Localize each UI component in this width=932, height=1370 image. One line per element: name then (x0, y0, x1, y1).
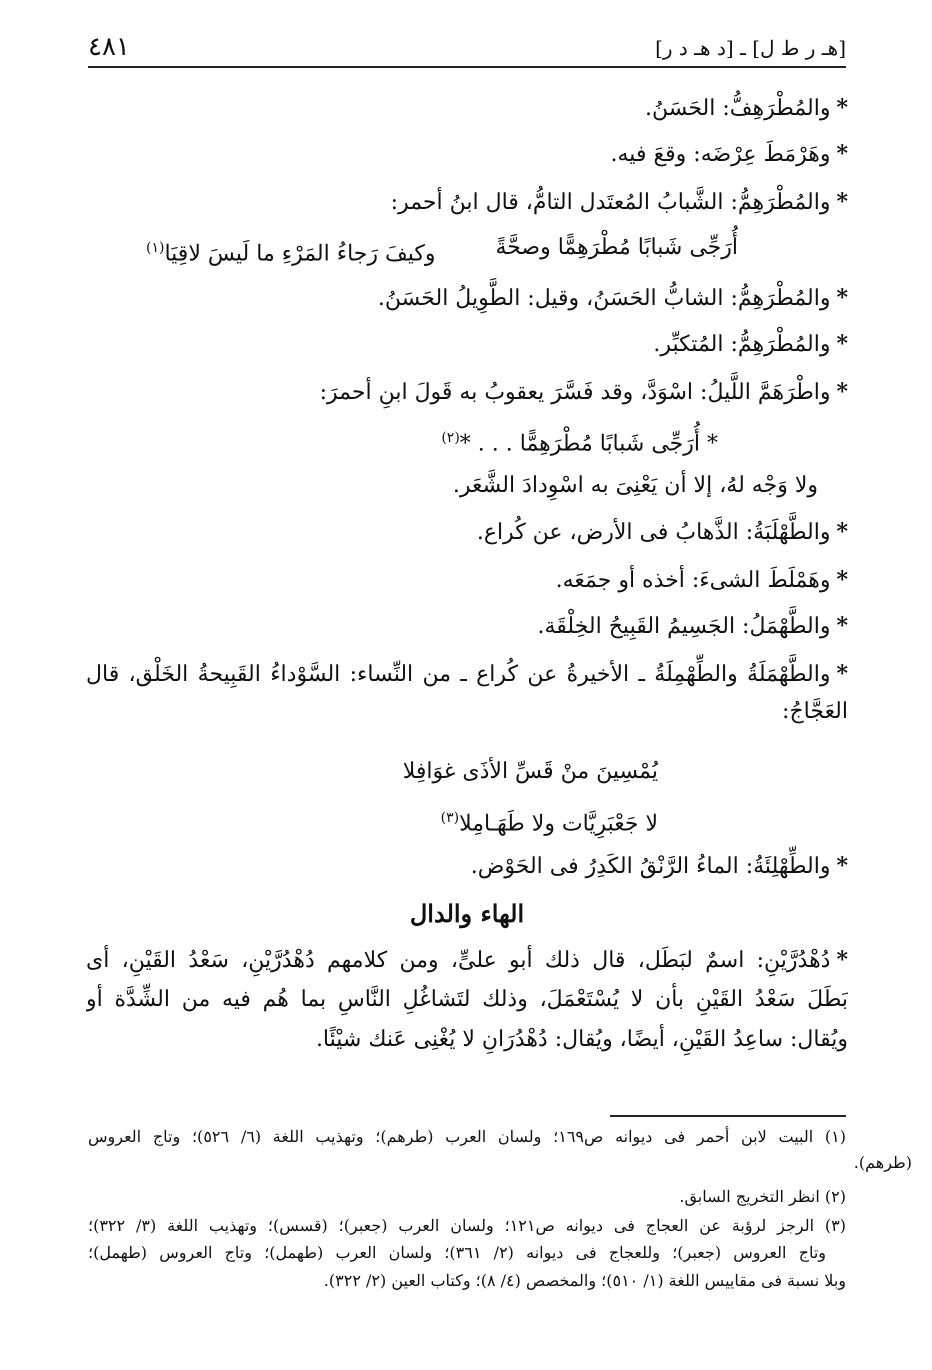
footnote-marker: (٣) (440, 810, 460, 826)
entry-line: *واطْرَهَمَّ اللَّيلُ: اسْوَدَّ، وقد فَسَّرَ يعقوبُ به قَولَ ابنِ أحمرَ: (319, 379, 848, 405)
footnote-2: (٢) انظر التخريج السابق. (679, 1187, 846, 1206)
entry-asterisk: * (836, 141, 848, 167)
entry-asterisk: * (836, 285, 848, 311)
footnote-marker: (٢) (441, 430, 460, 446)
text-line: بَطَلَ سَعْدُ القَيْنِ بأن لا يُسْتَعْمَلَ، وذلك لتَشاغُلِ النَّاسِ بما هُم فيه من الشِّدَّة أو (86, 987, 848, 1012)
entry-line: *والمُطْرَهِمُّ: الشابُّ الحَسَنُ، وقيل: الطَّوِيلُ الحَسَنُ. (377, 285, 848, 311)
page-number: ٤٨١ (88, 32, 130, 62)
section-heading: الهاء والدال (409, 899, 525, 928)
entry-line: *والطَّهْمَلُ: الجَسِيمُ القَبِيحُ الخِلْقَة. (537, 613, 848, 639)
verse-quote: * أُرَجِّى شَبابًا مُطْرَهِمًّا . . . *$^{(٢)}$ (441, 430, 718, 457)
entry-line: *وهَرْمَطَ عِرْضَه: وقعَ فيه. (610, 141, 848, 167)
entry-line: *والطِّهْلِئَةُ: الماءُ الرَّنْقُ الكَدِرُ فى الحَوْض. (470, 853, 848, 879)
footnote-rule (610, 1115, 846, 1117)
entry-asterisk: * (836, 567, 848, 593)
footnote-3: (٣) الرجز لرؤبة عن العجاج فى ديوانه ص١٢١؛ ولسان العرب (جعبر)؛ (قسس)؛ وتهذيب اللغة (٣/ ٣٢٢)؛ (88, 1216, 846, 1235)
entry-asterisk: * (836, 613, 848, 639)
running-title: [هـ ر ط ل] ـ [د هـ د ر] (655, 36, 846, 60)
text-line: العَجَّاجُ: (782, 699, 848, 724)
verse-line: يُمْسِينَ منْ قَسِّ الأذَى غوَافِلا (402, 759, 658, 784)
entry-line: *والمُطْرَهِمُّ: المُتكبِّر. (653, 331, 848, 357)
entry-asterisk: * (836, 853, 848, 879)
entry-asterisk: * (836, 331, 848, 357)
entry-line: *والمُطْرَهِمُّ: الشَّبابُ المُعتَدل التامُّ، قال ابنُ أحمر: (390, 189, 848, 215)
footnote-1-cont: (طرهم). (853, 1153, 912, 1172)
footnote-marker: (١) (146, 240, 165, 256)
text-line: ولا وَجْه لهُ، إلا أن يَعْنِىَ به اسْوِدادَ الشَّعَر. (452, 473, 818, 498)
verse-line: لا جَعْبَرِيَّات ولا طَهَـامِلا$^{(٣)}$ (440, 810, 658, 837)
verse-hemistich-second: وكيفَ رَجاءُ المَرْءِ ما لَيسَ لاقِيَا$^{(١)}$ (146, 240, 436, 267)
entry-asterisk: * (836, 947, 848, 973)
footnote-1: (١) البيت لابن أحمر فى ديوانه ص١٦٩؛ ولسان العرب (طرهم)؛ وتهذيب اللغة (٦/ ٥٢٦)؛ وتاج العروس (88, 1127, 846, 1146)
header-rule (88, 66, 846, 68)
page-header (88, 32, 846, 62)
entry-line: *والطَّهْمَلَةُ والطِّهْمِلَةُ ـ الأخيرةُ عن كُراع ـ من النِّساء: السَّوْداءُ القَبِيحةُ الخَلْق، قال (86, 661, 848, 687)
entry-line: *وهَمْلَطَ الشىءَ: أخذه أو جمَعَه. (555, 567, 848, 593)
entry-asterisk: * (836, 189, 848, 215)
footnote-3-cont: وبلا نسبة فى مقاييس اللغة (١/ ٥١٠)؛ والمخصص (٤/ ٨)؛ وكتاب العين (٢/ ٣٢٢). (323, 1271, 846, 1290)
entry-asterisk: * (836, 661, 848, 687)
entry-asterisk: * (836, 95, 848, 121)
verse-hemistich-first: أُرَجِّى شَبابًا مُطْرَهِمًّا وصحَّةً (495, 235, 738, 260)
entry-asterisk: * (836, 519, 848, 545)
entry-line: *دُهْدُرَّيْنِ: اسمٌ لبَطَل، قال ذلك أبو علىٍّ، ومن كلامهم دُهْدُرَّيْنِ، سَعْدُ القَيْنِ، أى (86, 947, 848, 973)
entry-line: *والمُطْرَهِفُّ: الحَسَنُ. (644, 95, 848, 121)
entry-asterisk: * (836, 379, 848, 405)
entry-line: *والطَّهْلَبَةُ: الذَّهابُ فى الأرض، عن كُراع. (476, 519, 848, 545)
text-line: ويُقال: ساعِدُ القَيْنِ، أيضًا، ويُقال: دُهْدُرَانِ لا يُغْنِى عَنك شيْئًا. (315, 1027, 848, 1052)
footnote-3-cont: وتاج العروس (جعبر)؛ وللعجاج فى ديوانه (٢/ ٣٦١)؛ ولسان العرب (طهمل)؛ وتاج العروس (طهمل)؛ (88, 1243, 826, 1262)
